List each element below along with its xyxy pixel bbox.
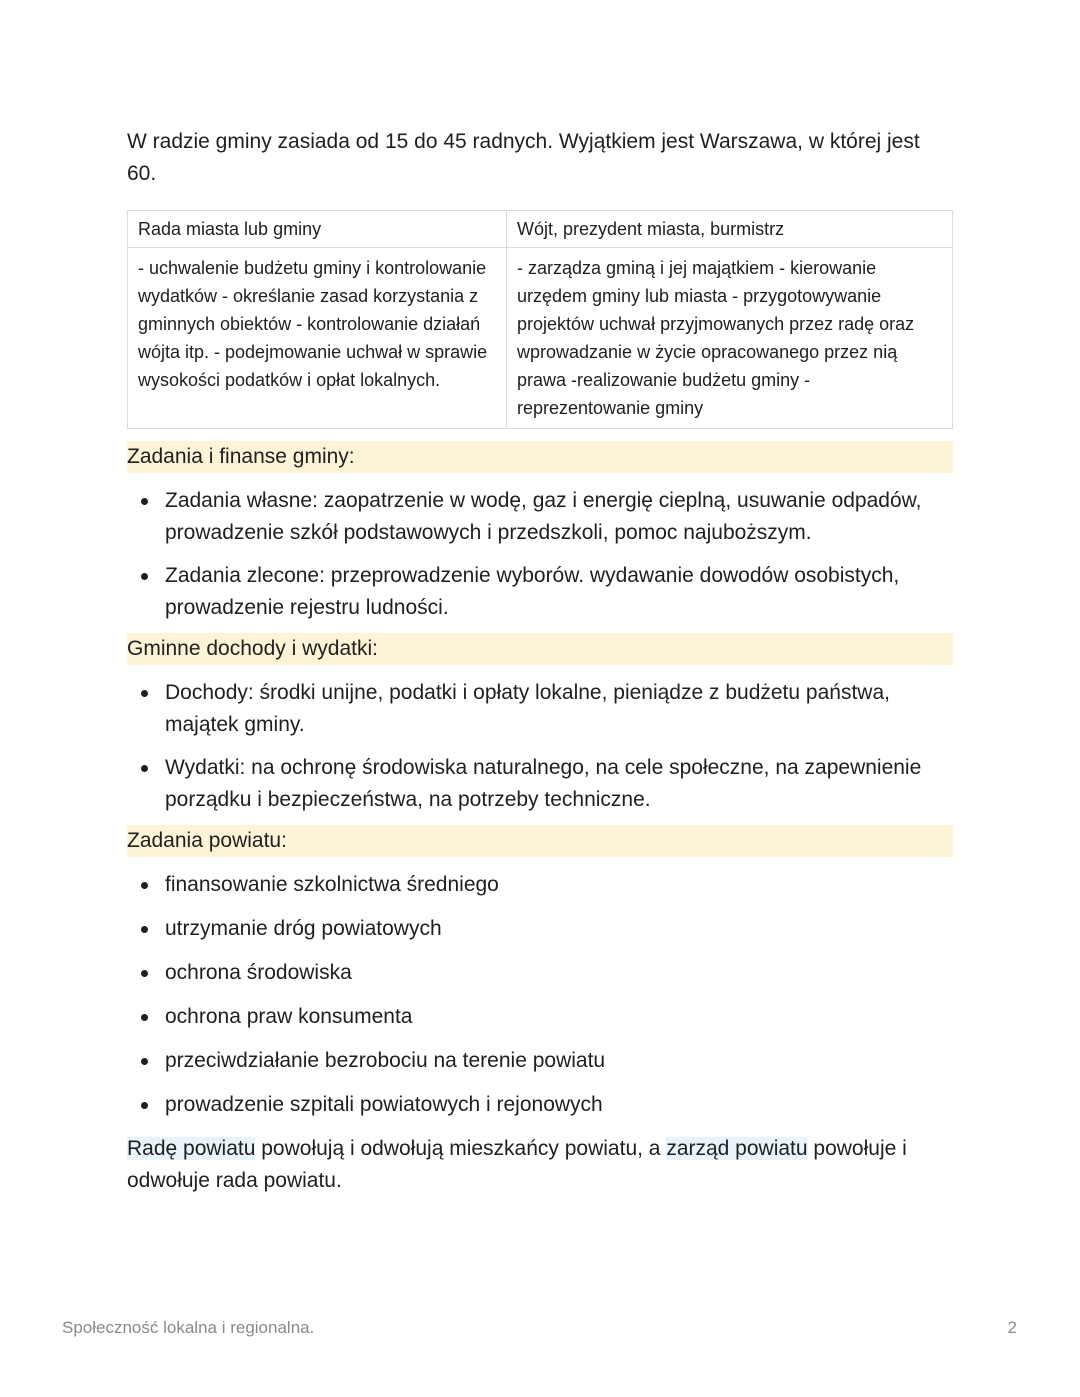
table-header-council: Rada miasta lub gminy <box>128 211 507 248</box>
page-content <box>127 126 953 1197</box>
highlight-rada-powiatu: Radę powiatu <box>127 1137 256 1160</box>
list-item: utrzymanie dróg powiatowych <box>127 913 953 945</box>
footer-title: Społeczność lokalna i regionalna. <box>62 1318 315 1337</box>
list-item: Zadania zlecone: przeprowadzenie wyborów. wydawanie dowodów osobistych, prowadzenie rejestru ludności. <box>127 560 953 624</box>
list-item: Wydatki: na ochronę środowiska naturalnego, na cele społeczne, na zapewnienie porządku i bezpieczeństwa, na potrzeby techniczne. <box>127 752 953 816</box>
closing-text-1: powołują i odwołują mieszkańcy powiatu, a <box>255 1137 667 1160</box>
table-cell-council-duties: - uchwalenie budżetu gminy i kontrolowanie wydatków - określanie zasad korzystania z gminnych obiektów - kontrolowanie działań wójta itp. - podejmowanie uchwał w sprawie wysokości podatków i opłat lokalnych. <box>128 248 507 429</box>
table-row <box>128 248 953 429</box>
list-item: prowadzenie szpitali powiatowych i rejonowych <box>127 1089 953 1121</box>
comparison-table <box>127 210 953 429</box>
section-heading-gmina-tasks: Zadania i finanse gminy: <box>127 441 953 473</box>
highlight-zarzad-powiatu: zarząd powiatu <box>666 1137 808 1160</box>
table-header-mayor: Wójt, prezydent miasta, burmistrz <box>507 211 953 248</box>
section-heading-income-expenses: Gminne dochody i wydatki: <box>127 633 953 665</box>
closing-paragraph <box>127 1133 953 1197</box>
list-item: ochrona środowiska <box>127 957 953 989</box>
closing-text-2: powołuje i odwołuje rada powiatu. <box>127 1137 907 1192</box>
list-item: przeciwdziałanie bezrobociu na terenie powiatu <box>127 1045 953 1077</box>
list-item: Dochody: środki unijne, podatki i opłaty lokalne, pieniądze z budżetu państwa, majątek gminy. <box>127 677 953 741</box>
income-expenses-list <box>127 677 953 816</box>
list-item: ochrona praw konsumenta <box>127 1001 953 1033</box>
list-item: finansowanie szkolnictwa średniego <box>127 869 953 901</box>
table-cell-mayor-duties: - zarządza gminą i jej majątkiem - kierowanie urzędem gminy lub miasta - przygotowywanie projektów uchwał przyjmowanych przez radę oraz wprowadzanie w życie opracowanego przez nią prawa -realizowanie budżetu gminy - reprezentowanie gminy <box>507 248 953 429</box>
gmina-tasks-list <box>127 485 953 624</box>
intro-paragraph: W radzie gminy zasiada od 15 do 45 radnych. Wyjątkiem jest Warszawa, w której jest 60. <box>127 130 920 185</box>
powiat-tasks-list <box>127 869 953 1121</box>
list-item: Zadania własne: zaopatrzenie w wodę, gaz i energię cieplną, usuwanie odpadów, prowadzenie szkół podstawowych i przedszkoli, pomoc najuboższym. <box>127 485 953 549</box>
section-heading-powiat-tasks: Zadania powiatu: <box>127 825 953 857</box>
page-number: 2 <box>1007 1318 1017 1337</box>
table-header-row <box>128 211 953 248</box>
